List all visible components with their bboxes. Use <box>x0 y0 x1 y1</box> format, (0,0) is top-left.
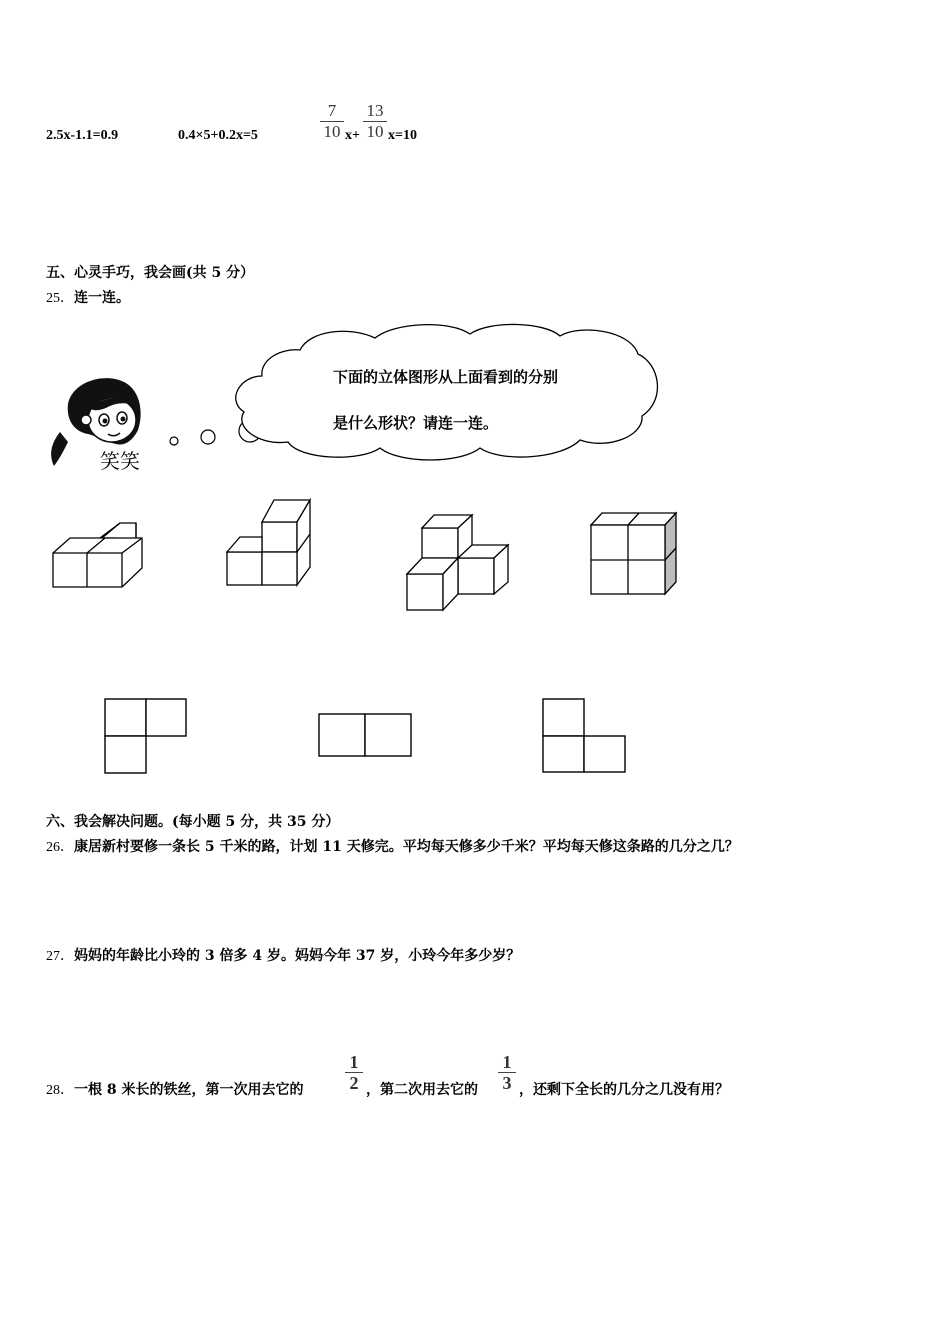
equation-1: 2.5x-1.1=0.9 <box>46 128 119 143</box>
fraction-denominator: 3 <box>502 1073 512 1093</box>
question-28-start <box>46 1079 304 1099</box>
equation-3-mid: x+ <box>345 128 360 143</box>
fraction-numerator: 7 <box>327 101 337 120</box>
fraction-13-10 <box>363 101 387 142</box>
solid-figure-1 <box>50 520 150 592</box>
top-view-shape-1 <box>104 698 188 776</box>
solid-figure-3 <box>404 512 514 616</box>
section-5-heading: 五、心灵手巧，我会画(共 5 分） <box>46 265 255 281</box>
question-text: 康居新村要修一条长 5 千米的路，计划 11 天修完。平均每天修多少千米？平均每天修这条路的几分之几？ <box>74 839 739 855</box>
question-number: 26． <box>46 840 74 855</box>
section-6-heading: 六、我会解决问题。(每小题 5 分，共 35 分） <box>46 814 340 830</box>
fraction-7-10 <box>320 101 344 142</box>
top-view-shape-3 <box>542 698 628 775</box>
question-text-part-2: ，第二次用去它的 <box>366 1082 478 1098</box>
equation-3-tail: x=10 <box>388 128 417 143</box>
thought-bubble <box>160 320 700 470</box>
thought-dot-small <box>170 437 178 445</box>
question-text-part-1: 一根 8 米长的铁丝，第一次用去它的 <box>74 1082 304 1098</box>
equation-2: 0.4×5+0.2x=5 <box>178 128 258 143</box>
thought-dot-medium <box>201 430 215 444</box>
fraction-1-3 <box>498 1052 516 1093</box>
fraction-denominator: 10 <box>366 122 384 141</box>
girl-character-illustration <box>46 372 156 472</box>
question-27 <box>46 945 520 965</box>
fraction-numerator: 1 <box>349 1052 359 1072</box>
cloud-text-line-2: 是什么形状？请连一连。 <box>333 414 499 432</box>
fraction-numerator: 1 <box>502 1052 512 1072</box>
question-text-part-3: ，还剩下全长的几分之几没有用？ <box>519 1082 729 1098</box>
question-26 <box>46 836 739 856</box>
solid-figure-2 <box>224 497 319 589</box>
solid-figure-4 <box>588 510 683 598</box>
question-25 <box>46 287 130 307</box>
fraction-denominator: 2 <box>349 1073 359 1093</box>
question-number: 25． <box>46 291 74 306</box>
fraction-1-2 <box>345 1052 363 1093</box>
cloud-shape <box>236 324 658 460</box>
character-label: 笑笑 <box>100 449 140 473</box>
question-number: 28． <box>46 1083 74 1098</box>
question-text: 妈妈的年龄比小玲的 3 倍多 4 岁。妈妈今年 37 岁，小玲今年多少岁？ <box>74 948 521 964</box>
cloud-text-line-1: 下面的立体图形从上面看到的分别 <box>333 368 559 386</box>
top-view-shape-2 <box>318 713 414 759</box>
question-number: 27． <box>46 949 74 964</box>
fraction-denominator: 10 <box>323 122 341 141</box>
question-text: 连一连。 <box>74 290 130 306</box>
fraction-numerator: 13 <box>366 101 384 120</box>
